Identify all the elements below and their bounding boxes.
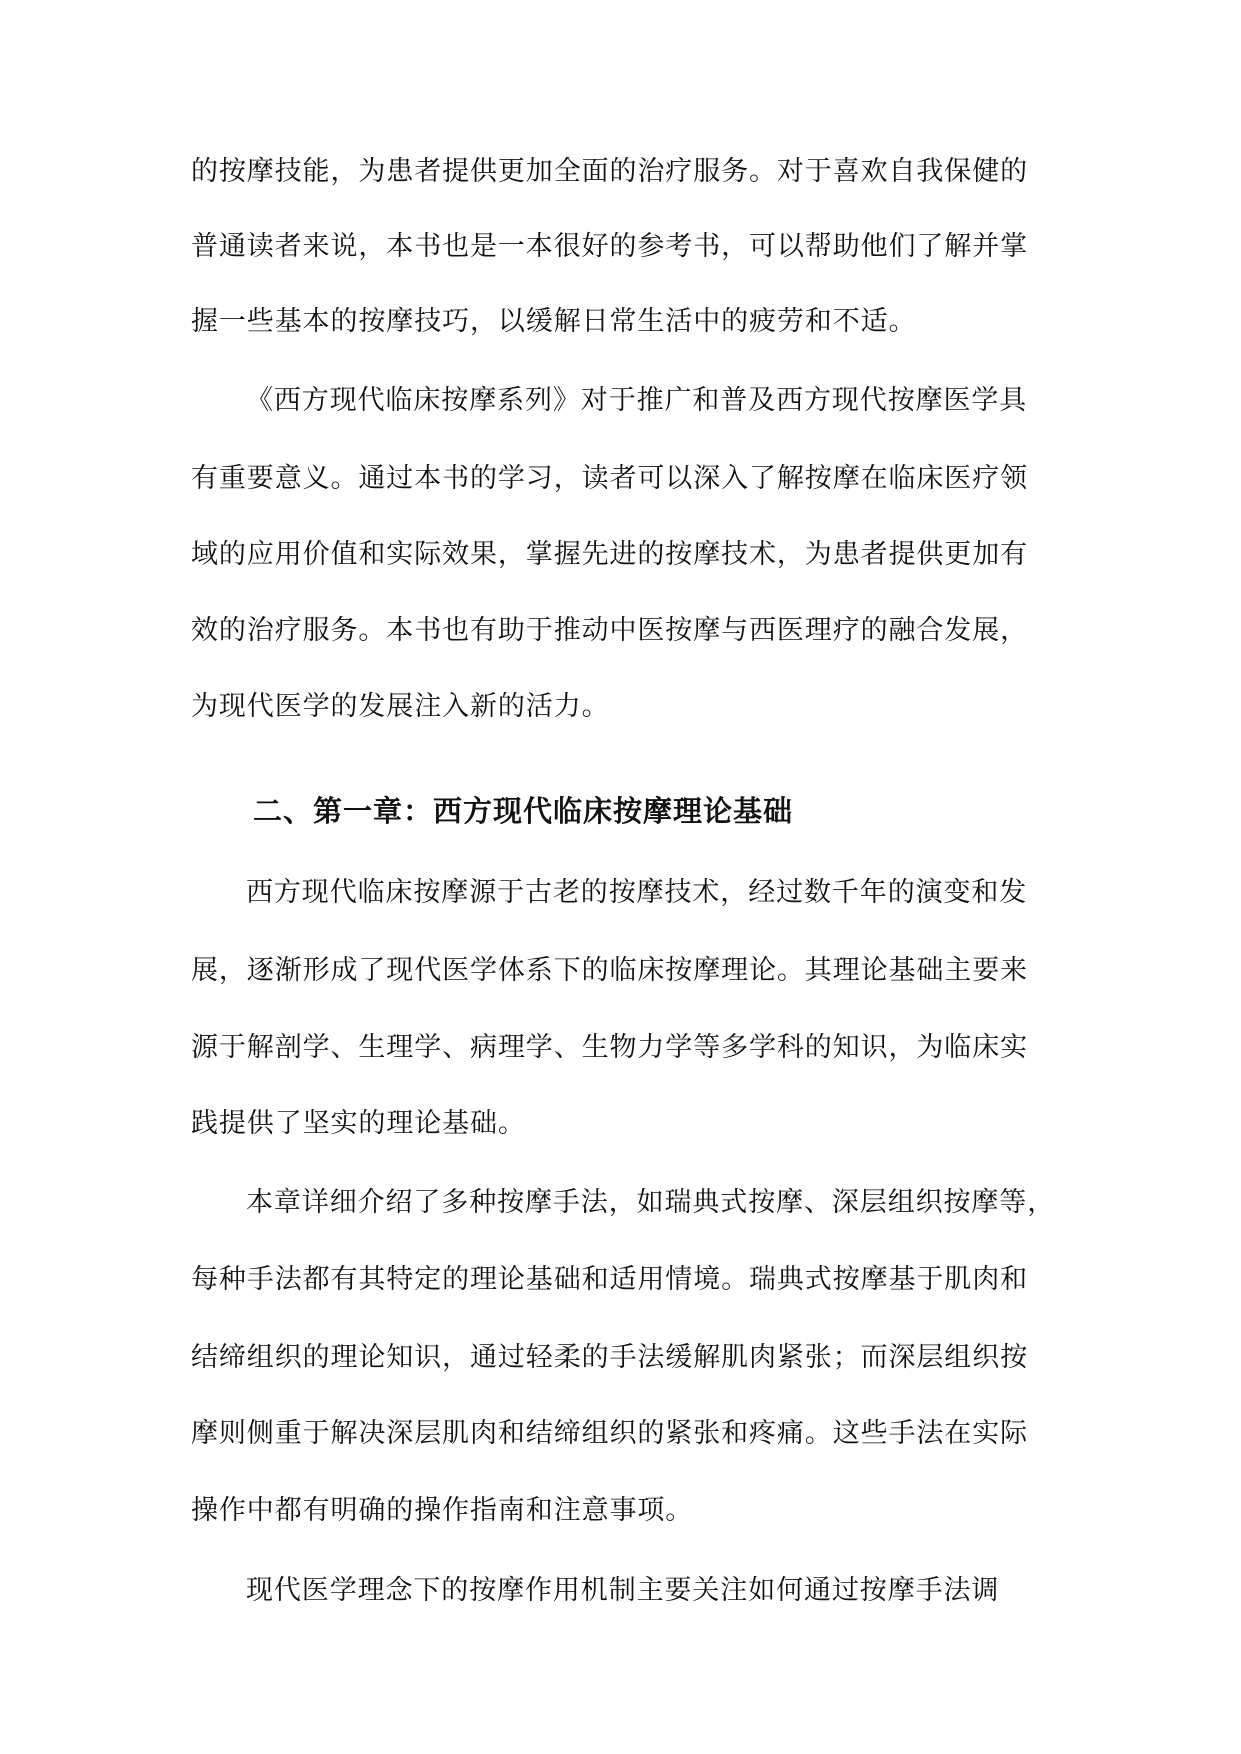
paragraph-3-line-3: 源于解剖学、生理学、病理学、生物力学等多学科的知识，为临床实 [191,1032,1028,1063]
paragraph-4-line-4: 摩则侧重于解决深层肌肉和结缔组织的紧张和疼痛。这些手法在实际 [191,1418,1028,1449]
paragraph-5-line-1: 现代医学理念下的按摩作用机制主要关注如何通过按摩手法调 [246,1575,1000,1606]
paragraph-3-line-4: 践提供了坚实的理论基础。 [191,1108,526,1139]
paragraph-1-line-2: 普通读者来说，本书也是一本很好的参考书，可以帮助他们了解并掌 [191,231,1028,262]
paragraph-4-line-3: 结缔组织的理论知识，通过轻柔的手法缓解肌肉紧张；而深层组织按 [191,1342,1028,1373]
chapter-heading: 二、第一章：西方现代临床按摩理论基础 [253,794,794,828]
paragraph-3-line-2: 展，逐渐形成了现代医学体系下的临床按摩理论。其理论基础主要来 [191,955,1028,986]
paragraph-1-line-1: 的按摩技能，为患者提供更加全面的治疗服务。对于喜欢自我保健的 [191,156,1028,187]
paragraph-2-line-2: 有重要意义。通过本书的学习，读者可以深入了解按摩在临床医疗领 [191,463,1028,494]
paragraph-2-line-1: 《西方现代临床按摩系列》对于推广和普及西方现代按摩医学具 [246,385,1028,416]
paragraph-3-line-1: 西方现代临床按摩源于古老的按摩技术，经过数千年的演变和发 [246,877,1028,908]
paragraph-1-line-3: 握一些基本的按摩技巧，以缓解日常生活中的疲劳和不适。 [191,306,917,337]
paragraph-2-line-3: 域的应用价值和实际效果，掌握先进的按摩技术，为患者提供更加有 [191,539,1028,570]
paragraph-2-line-4: 效的治疗服务。本书也有助于推动中医按摩与西医理疗的融合发展， [191,615,1028,646]
paragraph-2-line-5: 为现代医学的发展注入新的活力。 [191,691,610,722]
paragraph-4-line-5: 操作中都有明确的操作指南和注意事项。 [191,1495,694,1526]
paragraph-4-line-2: 每种手法都有其特定的理论基础和适用情境。瑞典式按摩基于肌肉和 [191,1264,1028,1295]
paragraph-4-line-1: 本章详细介绍了多种按摩手法，如瑞典式按摩、深层组织按摩等， [246,1187,1056,1218]
